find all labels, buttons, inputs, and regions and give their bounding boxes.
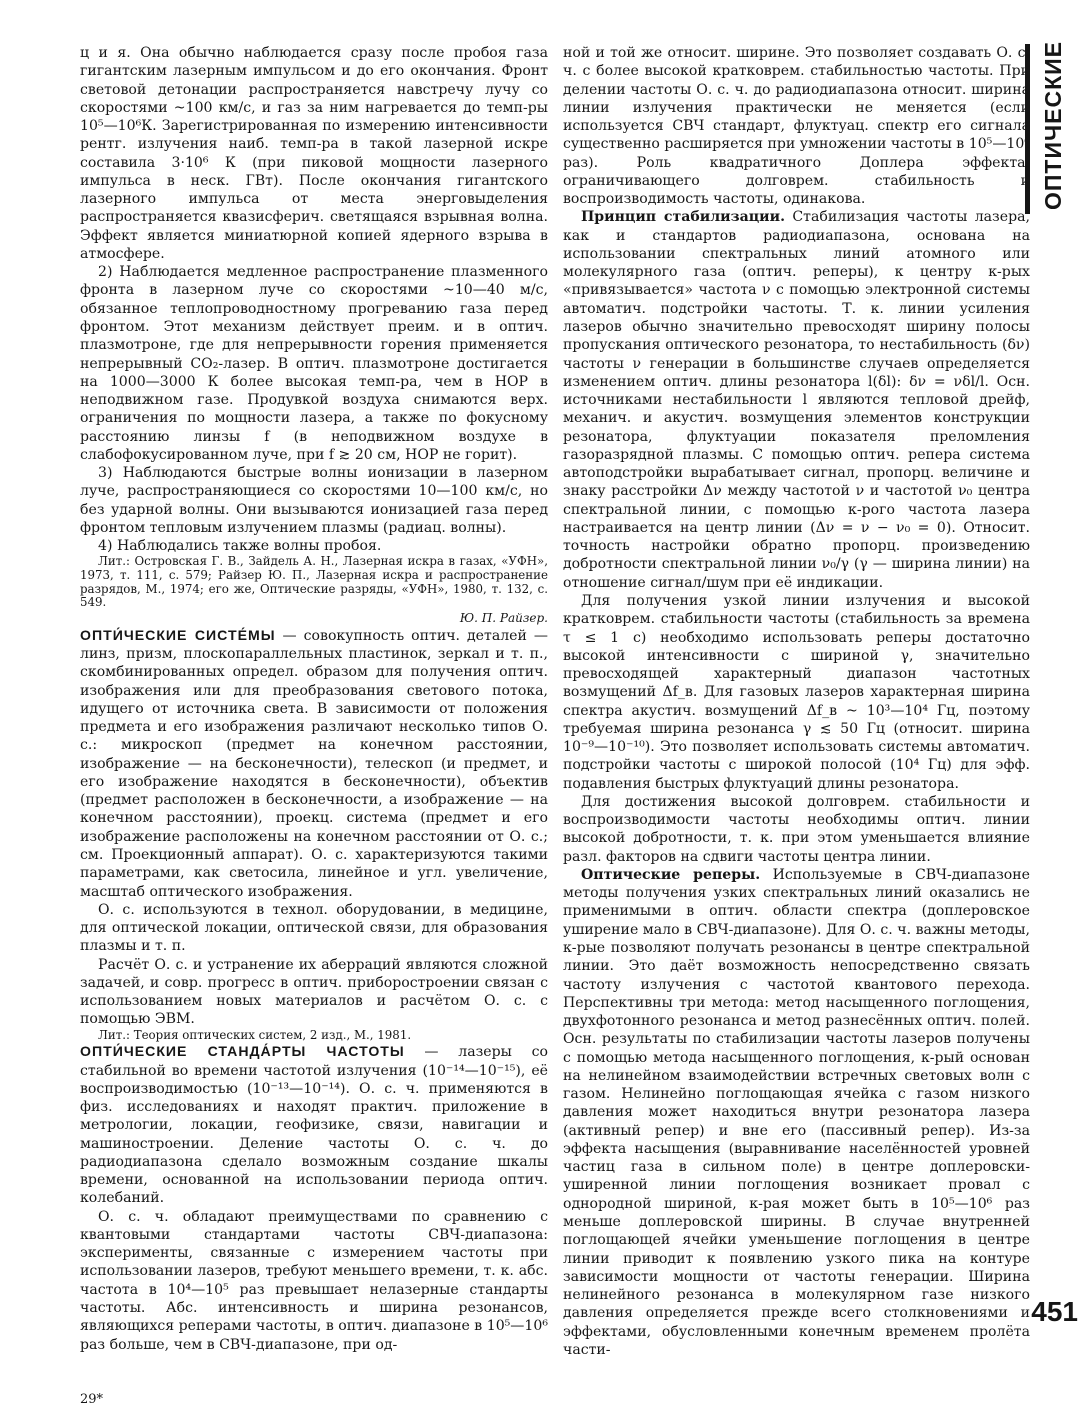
left-column [80, 44, 548, 1354]
author-signature: Ю. П. Райзер. [459, 610, 548, 625]
paragraph-optical-systems-uses: О. с. используются в технол. оборудовании, в медицине, для оптической локации, оптической связи, для образования плазмы и т. п. [80, 901, 548, 955]
entry-optical-frequency-standards [80, 1042, 548, 1207]
paragraph-frequency-standards-advantages: О. с. ч. обладают преимуществами по сравнению с квантовыми стандартами частоты СВЧ-диапазона: эксперименты, связанные с измерением частоты при использовании лазеров, требуют меньшего времени, т. к. абс. частота в 10⁴—10⁵ раз превышает нелазерные стандарты частоты. Абс. интенсивность и ширина резонансов, являющихся реперами частоты, в оптич. диапазоне в 10⁵—10⁶ раз больше, чем в СВЧ-диапазоне, при од- [80, 1208, 548, 1353]
side-label-text: ОПТИЧЕСКИЕ [1040, 40, 1066, 210]
entry-text-frequency-standards: — лазеры со стабильной во времени частотой излучения (10⁻¹⁴—10⁻¹⁵), её воспроизводимостью (10⁻¹³—10⁻¹⁴). О. с. ч. применяются в физ. исследованиях и находят практич. приложение в метрологии, локации, геофизике, связи, навигации и машиностроении. Деление частоты О. с. ч. до радиодиапазона сделало возможным создание шкалы времени, основанной на использовании периода оптич. колебаний. [80, 1044, 548, 1207]
page-number: 451 [1031, 1296, 1078, 1327]
side-section-marker [1025, 40, 1074, 214]
printer-signature-mark: 29* [80, 1392, 104, 1407]
literature-references-2: Лит.: Теория оптических систем, 2 изд., М., 1981. [98, 1027, 412, 1042]
paragraph-laser-spark-detonation: ц и я. Она обычно наблюдается сразу после пробоя газа гигантским лазерным импульсом и до его окончания. Фронт световой детонации распространяется навстречу лучу со скоростями ~100 км/с, и газ за ним нагревается до темп-ры 10⁵—10⁶К. Зарегистрированная по измерению интенсивности рентг. излучения наиб. темп-ра в такой лазерной искре составила 3·10⁶ К (при пиковой мощности лазерного импульса в неск. ГВт). После окончания гигантского лазерного импульса от места энерговыделения распространяется квазисферич. светящаяся взрывная волна. Эффект является миниатюрной копией ядерного взрыва в атмосфере. [80, 45, 548, 262]
paragraph-ionization-waves: 3) Наблюдаются быстрые волны ионизации в лазерном луче, распространяющиеся со скоростями 10—100 км/с, но без ударной волны. Они вызываются ионизацией газа перед фронтом тепловым излучением плазмы (радиац. волны). [80, 465, 548, 536]
subheading-stabilization-principle: Принцип стабилизации. [581, 209, 785, 226]
paragraph-optical-systems-aberrations: Расчёт О. с. и устранение их аберраций являются сложной задачей, и совр. прогресс в оптич. приборостроении связан с использованием новых материалов и расчётом О. с. с помощью ЭВМ. [80, 956, 548, 1028]
paragraph-breakdown-waves: 4) Наблюдались также волны пробоя. [98, 538, 382, 555]
entry-optical-systems [80, 626, 548, 901]
entry-heading-frequency-standards: ОПТИ́ЧЕСКИЕ СТАНДА́РТЫ ЧАСТОТЫ [80, 1043, 405, 1060]
paragraph-long-term-stability: Для достижения высокой долговрем. стабильности и воспроизводимости частоты необходимы оптич. линии высокой добротности, т. к. при этом уменьшается влияние разл. факторов на сдвиги частоты центра линии. [563, 793, 1030, 865]
right-column [563, 44, 1030, 1359]
text-stabilization-principle: Стабилизация частоты лазера, как и стандартов радиодиапазона, основана на использовании спектральных линий атомного или молекулярного газа (оптич. реперы), к центру к-рых «привязывается» частота ν с помощью электронной системы автоматич. подстройки частоты. Т. к. линии усиления лазеров обычно значительно превосходят ширину полосы пропускания оптического резонатора, то нестабильность (δν) частоты ν генерации в большинстве случаев определяется изменением оптич. длины резонатора l(δl): δν = νδl/l. Осн. источниками нестабильности l являются тепловой дрейф, механич. и акустич. возмущения элементов конструкции резонатора, флуктуации показателя преломления газоразрядной плазмы. С помощью оптич. репера система автоподстройки вырабатывает сигнал, пропорц. величине и знаку расстройки Δν между частотой ν и частотой ν₀ центра спектральной линии, с помощью к-рого частота лазера настраивается на центр линии (Δν = ν − ν₀ = 0). Относит. точность настройки обратно пропорц. произведению добротности спектральной линии ν₀/γ (γ — ширина линии) на отношение сигнал/шум при её индикации. [563, 209, 1030, 591]
subheading-optical-references: Оптические реперы. [581, 866, 761, 883]
paragraph-continuation: ной и той же относит. ширине. Это позволяет создавать О. с. ч. с более высокой кратковрем. стабильностью частоты. При делении частоты О. с. ч. до радиодиапазона относит. ширина линии излучения практически не меняется (если используется СВЧ стандарт, флуктуац. спектр его сигнала существенно расширяется при умножении частоты в 10⁵—10⁶ раз). Роль квадратичного Доплера эффекта, ограничивающего долговрем. стабильность и воспроизводимость частоты, одинакова. [563, 45, 1030, 208]
literature-references-1: Лит.: Островская Г. В., Зайдель А. Н., Лазерная искра в газах, «УФН», 1973, т. 111, с. 579; Райзер Ю. П., Лазерная искра и распространение разрядов, М., 1974; его же, Оптические разряды, «УФН», 1980, т. 132, с. 549. [80, 554, 548, 610]
section-optical-references [563, 866, 1030, 1359]
paragraph-slow-plasma-front: 2) Наблюдается медленное распространение плазменного фронта в лазерном луче со скоростями ~10—40 м/с, обязанное теплопроводностному прогреванию газа перед фронтом. Этот механизм действует преим. и в оптич. плазмотроне, где для непрерывности горения применяется непрерывный CO₂-лазер. В оптич. плазмотроне достигается на 1000—3000 К более высокая темп-ра, чем в НОР в неподвижном газе. Продувкой воздуха снимаются верх. ограничения по мощности лазера, а также по фокусному расстоянию линзы f (в неподвижном воздухе в слабофокусированном луче, при f ≳ 20 см, НОР не горит). [80, 264, 548, 463]
section-stabilization-principle [563, 208, 1030, 592]
paragraph-narrow-line: Для получения узкой линии излучения и высокой кратковрем. стабильности частоты (стабильность за времена τ ≤ 1 с) необходимо использовать реперы достаточно высокой интенсивности с шириной γ, значительно превосходящей характерный диапазон частотных возмущений Δf_в. Для газовых лазеров характерная ширина спектра акустич. возмущений Δf_в ~ 10³—10⁴ Гц, поэтому требуемая ширина резонанса γ ≲ 50 Гц (относит. ширина 10⁻⁹—10⁻¹⁰). Это позволяет использовать системы автоматич. подстройки частоты с широкой полосой (10⁴ Гц) для эфф. подавления быстрых флуктуаций длины резонатора. [563, 592, 1030, 792]
text-optical-references: Используемые в СВЧ-диапазоне методы получения узких спектральных линий оказались не применимыми в оптич. области спектра (доплеровское уширение мало в СВЧ-диапазоне). Для О. с. ч. важны методы, к-рые позволяют получать резонансы в центре спектральной линии. Это даёт возможность непосредственно связать частоту излучения с частотой квантового перехода. Перспективны три метода: метод насыщенного поглощения, двухфотонного резонанса и метод разнесённых оптич. полей. Осн. результаты по стабилизации частоты лазеров получены с помощью метода насыщенного поглощения, к-рый основан на нелинейном взаимодействии встречных световых волн с газом. Нелинейно поглощающая ячейка с газом низкого давления может находиться внутри резонатора лазера (активный репер) и вне его (пассивный репер). Из-за эффекта насыщения (выравнивание населённостей уровней частиц газа в сильном поле) в центре доплеровски-уширенной линии поглощения возникает провал с однородной шириной, к-рая может быть в 10⁵—10⁶ раз меньше доплеровской ширины. В случае внутренней поглощающей ячейки уменьшение поглощения в центре линии приводит к появлению узкого пика на контуре зависимости мощности от частоты генерации. Ширина нелинейного резонанса в молекулярном газе низкого давления определяется прежде всего столкновениями и эффектами, обусловленными конечным временем пролёта части- [563, 866, 1030, 1358]
entry-heading-optical-systems: ОПТИ́ЧЕСКИЕ СИСТЕ́МЫ [80, 626, 276, 643]
entry-text-optical-systems: — совокупность оптич. деталей — линз, призм, плоскопараллельных пластинок, зеркал и т. п., скомбинированных определ. образом для получения оптич. изображения или для преобразования светового потока, идущего от источника света. В зависимости от положения предмета и его изображения различают несколько типов О. с.: микроскоп (предмет на конечном расстоянии, изображение — на бесконечности), телескоп (и предмет, и его изображение находятся в бесконечности), объектив (предмет расположен в бесконечности, а изображение — на конечном расстоянии), проекц. система (предмет и его изображение расположены на конечном расстоянии от О. с.; см. Проекционный аппарат). О. с. характеризуются такими параметрами, как светосила, линейное и угл. увеличение, масштаб оптического изображения. [80, 627, 548, 900]
